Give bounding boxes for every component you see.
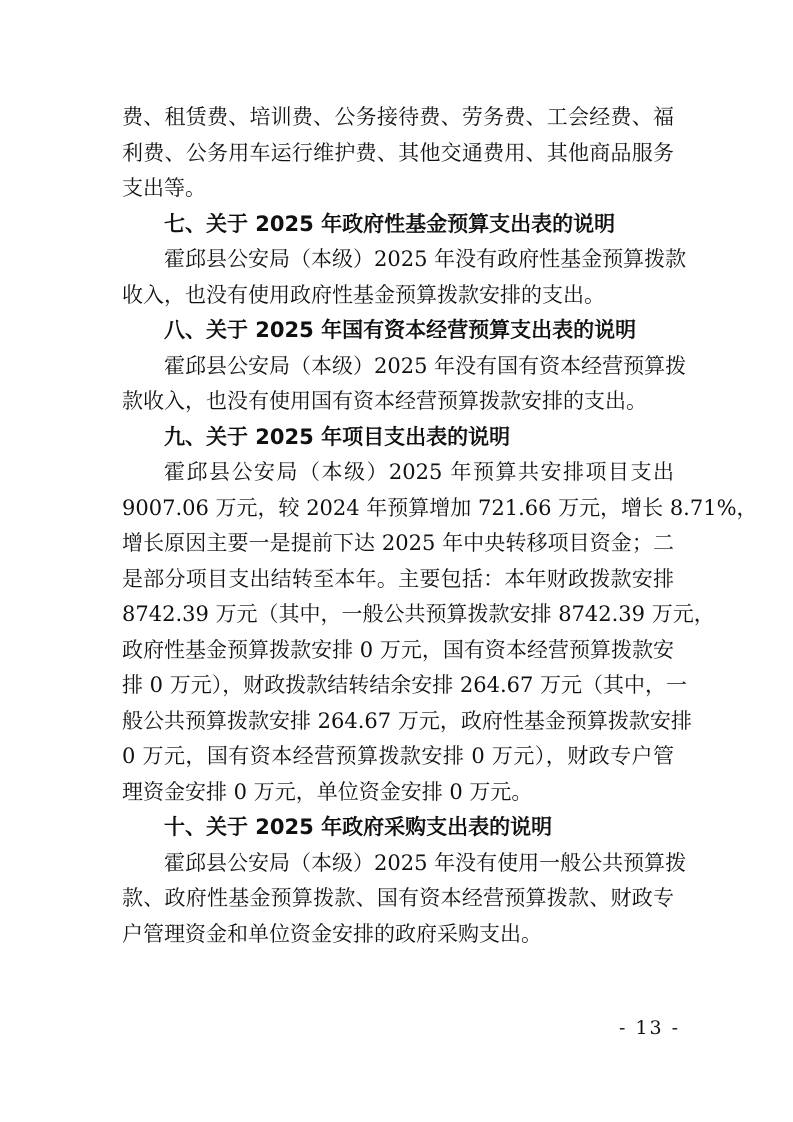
body-line: 8742.39 万元（其中，一般公共预算拨款安排 8742.39 万元， [122,602,715,626]
body-line: 般公共预算拨款安排 264.67 万元，政府性基金预算拨款安排 [122,708,692,733]
body-line: 政府性基金预算拨款安排 0 万元，国有资本经营预算拨款安 [122,637,674,662]
body-line: 户管理资金和单位资金安排的政府采购支出。 [122,921,542,946]
document-body [122,100,758,952]
section-heading-9: 九、关于 2025 年项目支出表的说明 [164,424,511,449]
body-line: 款、政府性基金预算拨款、国有资本经营预算拨款、财政专 [122,886,674,910]
section-heading-10: 十、关于 2025 年政府采购支出表的说明 [164,815,553,839]
page-number: - 13 - [619,1017,681,1039]
body-line: 增长原因主要一是提前下达 2025 年中央转移项目资金；二 [122,531,674,555]
section-heading-7: 七、关于 2025 年政府性基金预算支出表的说明 [164,211,616,236]
body-line: 霍邱县公安局（本级）2025 年预算共安排项目支出 [164,460,674,484]
body-line: 9007.06 万元，较 2024 年预算增加 721.66 万元，增长 8.71%， [122,495,758,520]
body-line: 0 万元，国有资本经营预算拨款安排 0 万元），财政专户管 [122,744,674,768]
body-line: 霍邱县公安局（本级）2025 年没有使用一般公共预算拨 [164,850,687,875]
body-line: 霍邱县公安局（本级）2025 年没有政府性基金预算拨款 [164,247,687,271]
body-line: 费、租赁费、培训费、公务接待费、劳务费、工会经费、福 [122,105,674,129]
body-line: 理资金安排 0 万元，单位资金安排 0 万元。 [122,779,533,804]
body-line: 排 0 万元），财政拨款结转结余安排 264.67 万元（其中，一 [122,673,688,697]
body-line: 利费、公务用车运行维护费、其他交通费用、其他商品服务 [122,140,674,165]
body-line: 是部分项目支出结转至本年。主要包括：本年财政拨款安排 [122,566,674,591]
body-line: 支出等。 [122,176,206,200]
body-line: 款收入，也没有使用国有资本经营预算拨款安排的支出。 [122,389,647,413]
section-heading-8: 八、关于 2025 年国有资本经营预算支出表的说明 [164,318,637,342]
body-line: 霍邱县公安局（本级）2025 年没有国有资本经营预算拨 [164,353,687,378]
body-line: 收入，也没有使用政府性基金预算拨款安排的支出。 [122,282,605,307]
